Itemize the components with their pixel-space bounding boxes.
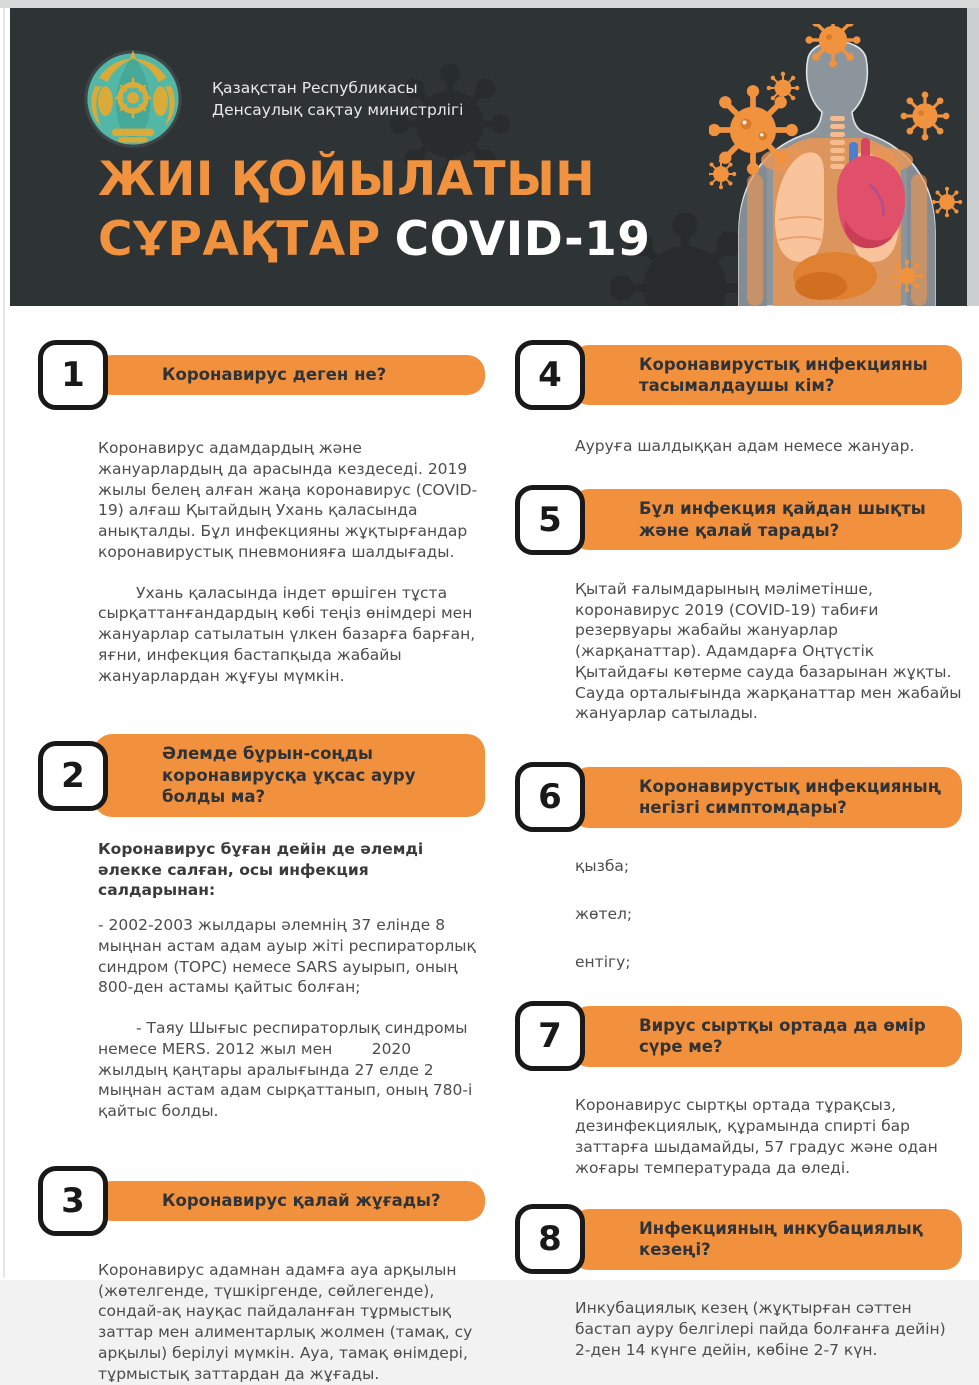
question-banner — [571, 345, 962, 406]
faq-item-3 — [38, 1164, 485, 1385]
answer-text — [515, 1298, 962, 1360]
faq-item-7 — [515, 999, 962, 1178]
faq-column-right — [515, 338, 962, 1360]
question-text: Коронавирус деген не? — [162, 365, 387, 385]
title-line1: ЖИІ ҚОЙЫЛАТЫН — [98, 152, 596, 207]
answer-text — [515, 579, 962, 724]
question-number: 4 — [515, 340, 585, 410]
page-title — [98, 150, 651, 270]
answer-paragraph: Ухань қаласында індет өршіген тұста сырқаттанғандардың көбі теңіз өнімдері мен жануарлар сатылатын үлкен базарға барған, яғни, инфекция бастапқыда жабайы жануарлардан жұғуы мүмкін. — [98, 583, 476, 685]
header — [10, 8, 967, 306]
faq-item-2 — [38, 734, 485, 1122]
ministry-name — [212, 77, 463, 122]
faq-item-6 — [515, 760, 962, 972]
answer-text — [515, 856, 962, 972]
answer-text — [515, 1095, 962, 1178]
question-row — [515, 483, 962, 557]
faq-item-8 — [515, 1202, 962, 1360]
question-number: 7 — [515, 1001, 585, 1071]
question-number: 6 — [515, 762, 585, 832]
question-number: 5 — [515, 485, 585, 555]
symptom-item: ентігу; — [575, 952, 631, 971]
question-number: 3 — [38, 1166, 108, 1236]
answer-intro: Коронавирус бұған дейін де әлемді әлекке салған, осы инфекция салдарынан: — [98, 839, 424, 900]
question-banner — [571, 1209, 962, 1270]
question-row — [38, 734, 485, 816]
ministry-line2: Денсаулық сақтау министрлігі — [212, 101, 464, 119]
question-text: Коронавирус қалай жұғады? — [162, 1191, 441, 1211]
answer-text — [515, 436, 962, 457]
question-row — [515, 338, 962, 412]
question-banner — [571, 767, 962, 828]
question-banner — [571, 1006, 962, 1067]
question-row — [515, 760, 962, 834]
question-number: 8 — [515, 1204, 585, 1274]
answer-paragraph: Коронавирус адамнан адамға ауа арқылын (жөтелгенде, түшкіргенде, сөйлегенде), сондай-ақ науқас пайдаланған тұрмыстық заттар мен алиментарлық жолмен (тамақ, су арқылы) берілуі мүмкін. Ауа, тамақ өнімдері, тұрмыстық заттардан да жұғады. — [98, 1260, 473, 1383]
symptom-item: жөтел; — [575, 904, 633, 923]
answer-paragraph: Коронавирус адамдардың және жануарлардың да арасында кездеседі. 2019 жылы белең алған жаңа коронавирус (COVID-19) алғаш Қытайдың Ухань қаласында анықталды. Бұл инфекцияны жұқтырғандар коронавирустық пневмонияға шалдығады. — [98, 439, 478, 561]
answer-paragraph: - 2002-2003 жылдары әлемнің 37 елінде 8 мыңнан астам адам ауыр жіті респираторлық синдром (ТОРС) немесе SARS ауырып, оның 800-ден астамы қайтыс болған; — [98, 916, 476, 997]
faq-item-4 — [515, 338, 962, 457]
question-text: Бұл инфекция қайдан шықты және қалай тарады? — [639, 499, 926, 540]
answer-text — [38, 1260, 485, 1385]
faq-item-5 — [515, 483, 962, 724]
question-banner — [571, 489, 962, 550]
question-banner — [94, 355, 485, 395]
scan-edge-right — [967, 8, 979, 306]
question-row — [515, 1202, 962, 1276]
answer-paragraph: - Таяу Шығыс респираторлық синдромы немесе MERS. 2012 жыл мен 2020 жылдың қаңтары аралығында 27 елде 2 мыңнан астам адам сырқаттанып, оның 780-і қайтыс болды. — [98, 1019, 473, 1121]
answer-paragraph: Инкубациялық кезең (жұқтырған сәттен бастап ауру белгілері пайда болғанға дейін) 2-ден 14 күнге дейін, көбіне 2-7 күн. — [575, 1299, 946, 1360]
answer-paragraph: Ауруға шалдыққан адам немесе жануар. — [575, 437, 915, 455]
scan-edge-left — [3, 8, 5, 1278]
scan-edge-top — [0, 0, 979, 8]
question-number: 1 — [38, 340, 108, 410]
answer-text — [38, 839, 485, 1122]
question-row — [38, 1164, 485, 1238]
question-text: Коронавирустық инфекцияның негізгі симптомдары? — [639, 776, 942, 818]
human-body-illustration — [709, 24, 965, 306]
question-row — [38, 338, 485, 412]
question-number: 2 — [38, 741, 108, 811]
question-text: Коронавирустық инфекцияны тасымалдаушы кім? — [639, 354, 928, 395]
ministry-line1: Қазақстан Республикасы — [212, 78, 418, 97]
faq-content — [38, 306, 962, 1383]
faq-item-1 — [38, 338, 485, 686]
symptom-item: қызба; — [575, 857, 630, 876]
question-text: Вирус сыртқы ортада да өмір сүре ме? — [639, 1015, 926, 1057]
answer-text — [38, 438, 485, 686]
answer-paragraph: Коронавирус сыртқы ортада тұрақсыз, дезинфекциялық, құрамында спирті бар заттарға шыдамайды, 57 градус және одан жоғары температурада да өледі. — [575, 1096, 938, 1177]
kazakhstan-emblem-icon — [80, 46, 186, 152]
question-banner — [94, 734, 485, 816]
title-line2-kazakh: СҰРАҚТАР — [98, 212, 381, 268]
question-text: Әлемде бұрын-соңды коронавирусқа ұқсас ауру болды ма? — [162, 744, 416, 807]
government-identity — [80, 46, 463, 152]
answer-paragraph: Қытай ғалымдарының мәліметінше, коронавирус 2019 (COVID-19) табиғи резервуары жабайы жануарлар (жарқанаттар). Адамдарға Оңтүстік Қытайдағы көтерме сауда базарынан жұқты. Сауда орталығында жарқанаттар мен жабайы жануарлар сатылады. — [575, 579, 962, 723]
question-banner — [94, 1181, 485, 1221]
question-text: Инфекцияның инкубациялық кезеңі? — [639, 1219, 923, 1260]
faq-column-left — [38, 338, 485, 1383]
question-row — [515, 999, 962, 1073]
title-covid19: COVID-19 — [394, 212, 651, 268]
